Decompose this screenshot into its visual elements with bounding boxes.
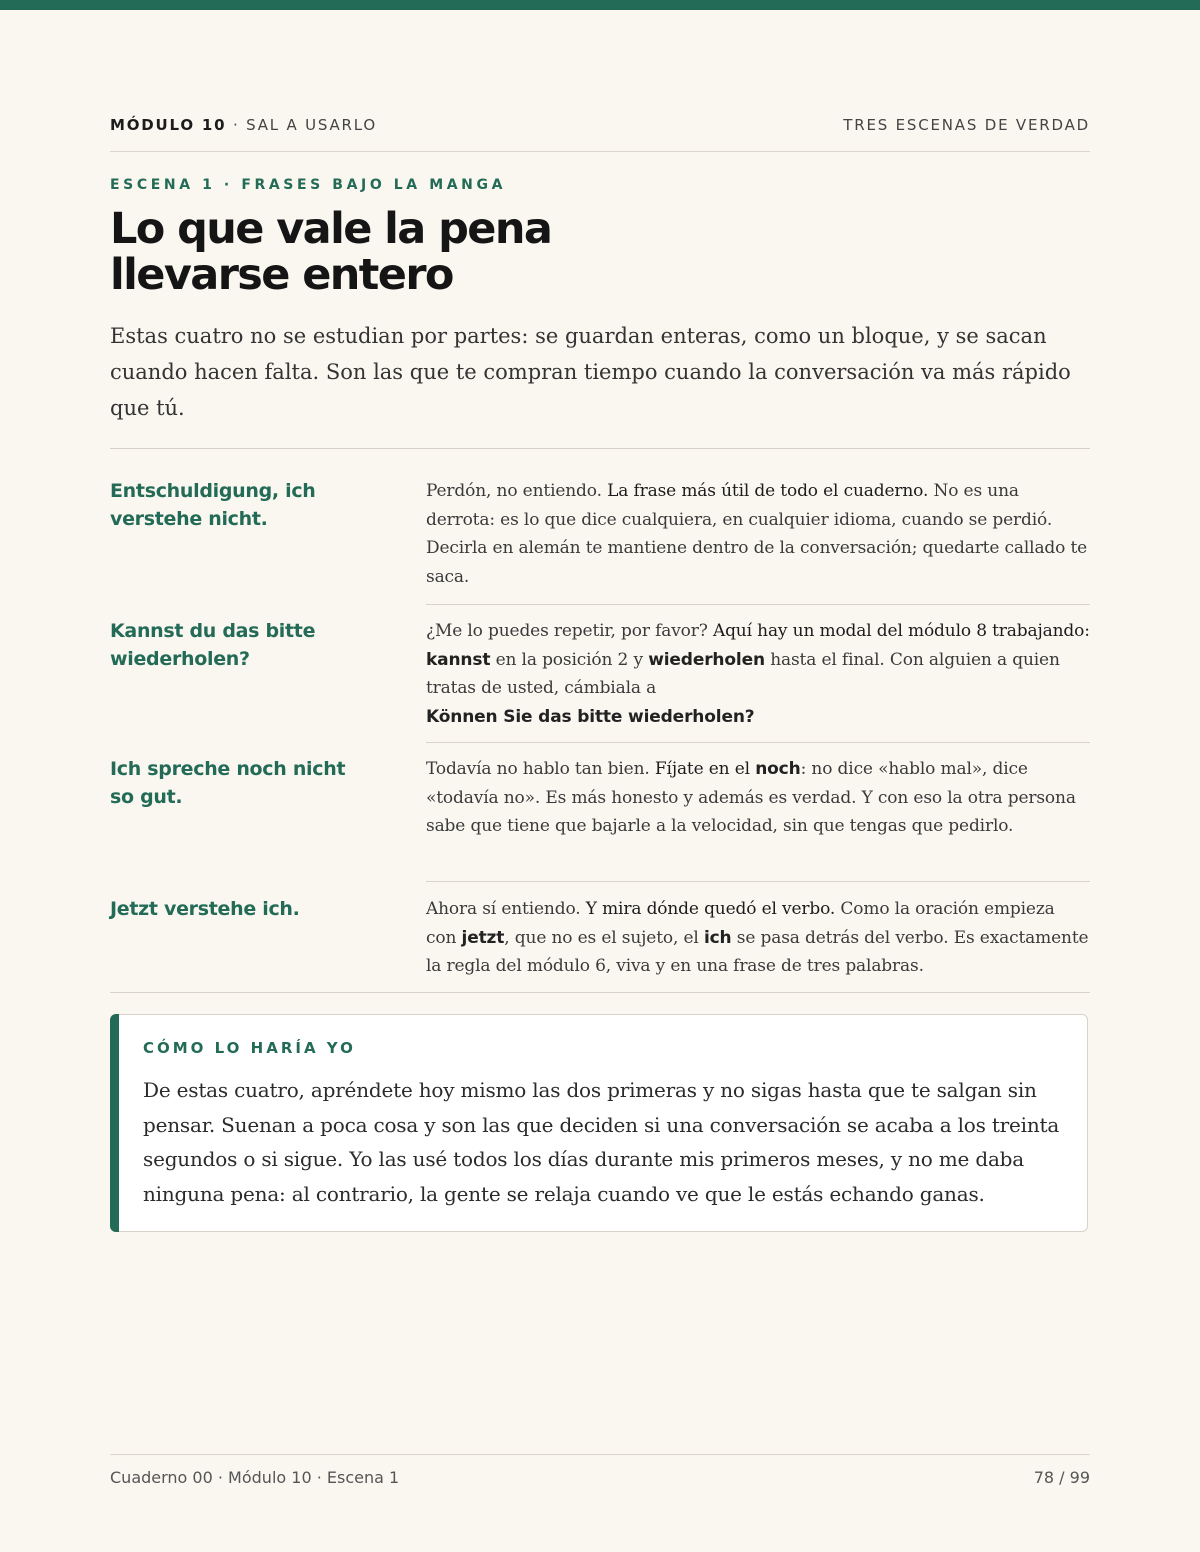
intro-paragraph: Estas cuatro no se estudian por partes: se guardan enteras, como un bloque, y se sacan cuando hacen falta. Son las que te compran tiempo cuando la conversación va más rápido que tú. — [110, 324, 1071, 420]
german-phrase: Entschuldigung, ich verstehe nicht. — [110, 480, 316, 530]
header-right-title: TRES ESCENAS DE VERDAD — [843, 116, 1090, 134]
header-section: · SAL A USARLO — [226, 116, 378, 134]
german-keyword: Können Sie das bitte wiederholen? — [426, 707, 755, 728]
tip-text: De estas cuatro, apréndete hoy mismo las dos primeras y no sigas hasta que te salgan sin pensar. Suenan a poca cosa y son las que deciden si una conversación se acaba a los treinta segundos o si sigue. Yo las usé todos los días durante mis primeros meses, y no me daba ninguna pena: al contrario, la gente se relaja cuando ve que le estás echando ganas. — [143, 1078, 1060, 1207]
german-phrase: Jetzt verstehe ich. — [110, 898, 300, 920]
explanation-emphasis: Fíjate en el — [654, 759, 756, 779]
explanation-emphasis: Aquí hay un modal del módulo 8 trabajando: — [712, 621, 1090, 641]
explanation-emphasis: La frase más útil de todo el cuaderno. — [607, 481, 929, 501]
explanation-text: se pasa detrás del verbo. Es exactamente la regla del módulo 6, viva y en una frase de tres palabras. — [426, 927, 1089, 977]
explanation-text: ¿Me lo puedes repetir, por favor? — [426, 621, 713, 641]
german-keyword: wiederholen — [648, 649, 765, 670]
row-divider — [426, 881, 1090, 882]
page-title: Lo que vale la pena llevarse entero — [110, 204, 552, 300]
explanation-text: , que no es el sujeto, el — [504, 927, 704, 948]
header-module: MÓDULO 10 — [110, 116, 227, 134]
header-divider — [110, 151, 1090, 152]
german-keyword: ich — [703, 927, 732, 948]
tip-label: CÓMO LO HARÍA YO — [143, 1039, 356, 1057]
explanation-text: Ahora sí entiendo. — [426, 899, 586, 919]
phrase-explanation — [426, 477, 1090, 592]
tip-accent-bar — [110, 1014, 119, 1232]
scene-eyebrow: ESCENA 1 · FRASES BAJO LA MANGA — [110, 177, 507, 193]
explanation-text: No es una derrota: es lo que dice cualquiera, en cualquier idioma, cuando se perdió. Decirla en alemán te mantiene dentro de la conversación; quedarte callado te saca. — [426, 481, 1088, 588]
german-phrase: Kannst du das bitte wiederholen? — [110, 620, 316, 670]
phrase-explanation — [426, 617, 1090, 732]
footer-breadcrumb: Cuaderno 00 · Módulo 10 · Escena 1 — [110, 1468, 400, 1487]
explanation-text: Todavía no hablo tan bien. — [426, 759, 655, 779]
page-footer — [110, 1468, 1090, 1487]
german-phrase: Ich spreche noch nicht so gut. — [110, 758, 346, 808]
german-keyword: kannst — [426, 649, 491, 670]
explanation-text: Como la oración empieza con — [426, 899, 1055, 948]
row-divider — [426, 604, 1090, 605]
explanation-text: : no dice «hablo mal», dice «todavía no». Es más honesto y además es verdad. Y con eso la otra persona sabe que tiene que bajarle a la velocidad, sin que tengas que pedirlo. — [426, 759, 1076, 837]
phrase-explanation — [426, 755, 1090, 841]
explanation-text: en la posición 2 y — [490, 649, 649, 670]
running-header — [110, 116, 1090, 136]
phrase-explanation — [426, 895, 1090, 981]
tip-callout — [110, 1014, 1088, 1232]
explanation-text: hasta el final. Con alguien a quien tratas de usted, cámbiala a — [426, 649, 1060, 699]
table-bottom-divider — [110, 992, 1090, 993]
german-keyword: jetzt — [461, 927, 505, 948]
page — [110, 0, 1090, 1552]
intro-divider — [110, 448, 1090, 449]
row-divider — [426, 742, 1090, 743]
footer-divider — [110, 1454, 1090, 1455]
page-number: 78 / 99 — [1033, 1468, 1090, 1487]
german-keyword: noch — [755, 759, 801, 779]
explanation-emphasis: Y mira dónde quedó el verbo. — [585, 899, 836, 919]
explanation-text: Perdón, no entiendo. — [426, 481, 608, 501]
